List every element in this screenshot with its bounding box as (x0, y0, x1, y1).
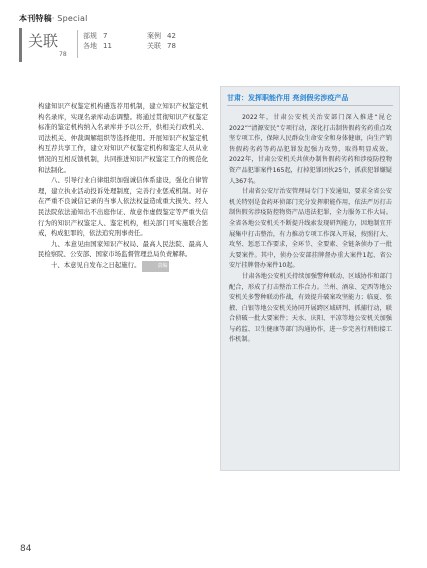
header-label: 关联 (28, 32, 59, 50)
header-divider (77, 30, 78, 58)
meta-key: 各地 (83, 42, 97, 50)
sidebar-case-box (220, 86, 400, 471)
article-last-paragraph (38, 260, 208, 272)
meta-key: 案例 (147, 32, 161, 40)
section-title-main: 本刊特稿 (19, 14, 52, 23)
header-label-number: 78 (59, 51, 67, 58)
editor-end-mark: 责编 (142, 261, 169, 272)
sidebar-title: 甘肃：发挥职能作用 亮剑假劣涉疫产品 (227, 94, 349, 102)
section-title-sub: · Special (51, 14, 88, 23)
meta-key: 部规 (83, 32, 97, 40)
meta-value: 42 (167, 32, 176, 40)
sidebar-paragraph: 甘肃各地公安机关持续加强警种联动、区域协作和部门配合，形成了打击整治工作合力。兰州、酒泉、定西等地公安机关多警种联动作战，有效提升破案攻坚能力；临夏、张掖、白银等地公安机关协同开展跨区域研判、抓捕行动，联合侦破一批大要案件；天水、庆阳、平凉等地公安机关加强与药监、卫生健康等部门沟通协作，进一步完善行刑衔接工作机制。 (229, 272, 392, 344)
meta-value: 7 (103, 32, 108, 40)
meta-value: 78 (167, 42, 176, 50)
article-text-column (38, 101, 208, 272)
sidebar-paragraph: 2022年，甘肃公安机关治安部门深入推进“昆仑2022”“清源安民”专项行动，深化打击制售假药劣药重点攻坚专项工作，保障人民群众生命安全和身体健康，向生产销售假药劣药等药品犯罪发起强力攻势，取得明显成效。2022年，甘肃公安机关共侦办制售假药劣药和涉疫防控物资产品犯罪案件165起，打掉犯罪团伙25个，抓获犯罪嫌疑人367名。 (229, 114, 392, 185)
header-accent-bar (19, 28, 22, 62)
sidebar-title-divider (227, 105, 393, 106)
meta-key: 关联 (147, 42, 161, 50)
article-paragraph: 九、本意见由国家知识产权局、最高人民法院、最高人民检察院、公安部、国家市场监督管理总局负责解释。 (38, 239, 208, 259)
sidebar-paragraph: 甘肃省公安厅治安管理局专门下发通知，要求全省公安机关特别是食药环侦部门充分发挥职能作用，依法严厉打击制售假劣涉疫防控物资产品违法犯罪，全力服务工作大局。全省各地公安机关不断提升线索发现研判能力，因地制宜开展集中打击整治，有力推动专项工作深入开展，按照打大、攻坚、惩恶工作要求，全环节、全要素、全链条侦办了一批大要案件。其中，侦办公安部挂牌督办重大案件1起、省公安厅挂牌督办案件10起。 (229, 188, 392, 270)
page-number: 84 (20, 544, 32, 554)
header-meta (83, 31, 201, 51)
meta-value: 11 (103, 42, 112, 50)
article-paragraph: 构建知识产权鉴定机构遴选荐用机制，建立知识产权鉴定机构名录库，实现名录库动态调整。将通过贯彻知识产权鉴定标准的鉴定机构纳入名录库并予以公开，供相关行政机关、司法机关、仲裁调解组织等选择使用。开展知识产权鉴定机构互荐共享工作，建立对知识产权鉴定机构和鉴定人员从业情况的互相反馈机制，共同推进知识产权鉴定工作的规范化和法制化。 (38, 102, 208, 174)
sidebar-body (229, 113, 392, 346)
article-paragraph: 八、引导行业自律组织加强诚信体系建设，强化自律管理，建立执业活动投诉处理制度，完善行业惩戒机制。对存在严重不良诚信记录的当事人依法权益造成重大损失、经人民法院依法通知出不出庭作证、故意作虚假鉴定等严重失信行为的知识产权鉴定人、鉴定机构，相关部门可实施联合惩戒，构成犯罪的，依法追究刑事责任。 (38, 176, 208, 238)
section-title (19, 13, 88, 24)
column-header (19, 28, 179, 64)
article-paragraph-text: 十、本意见自发布之日起施行。 (51, 260, 141, 269)
